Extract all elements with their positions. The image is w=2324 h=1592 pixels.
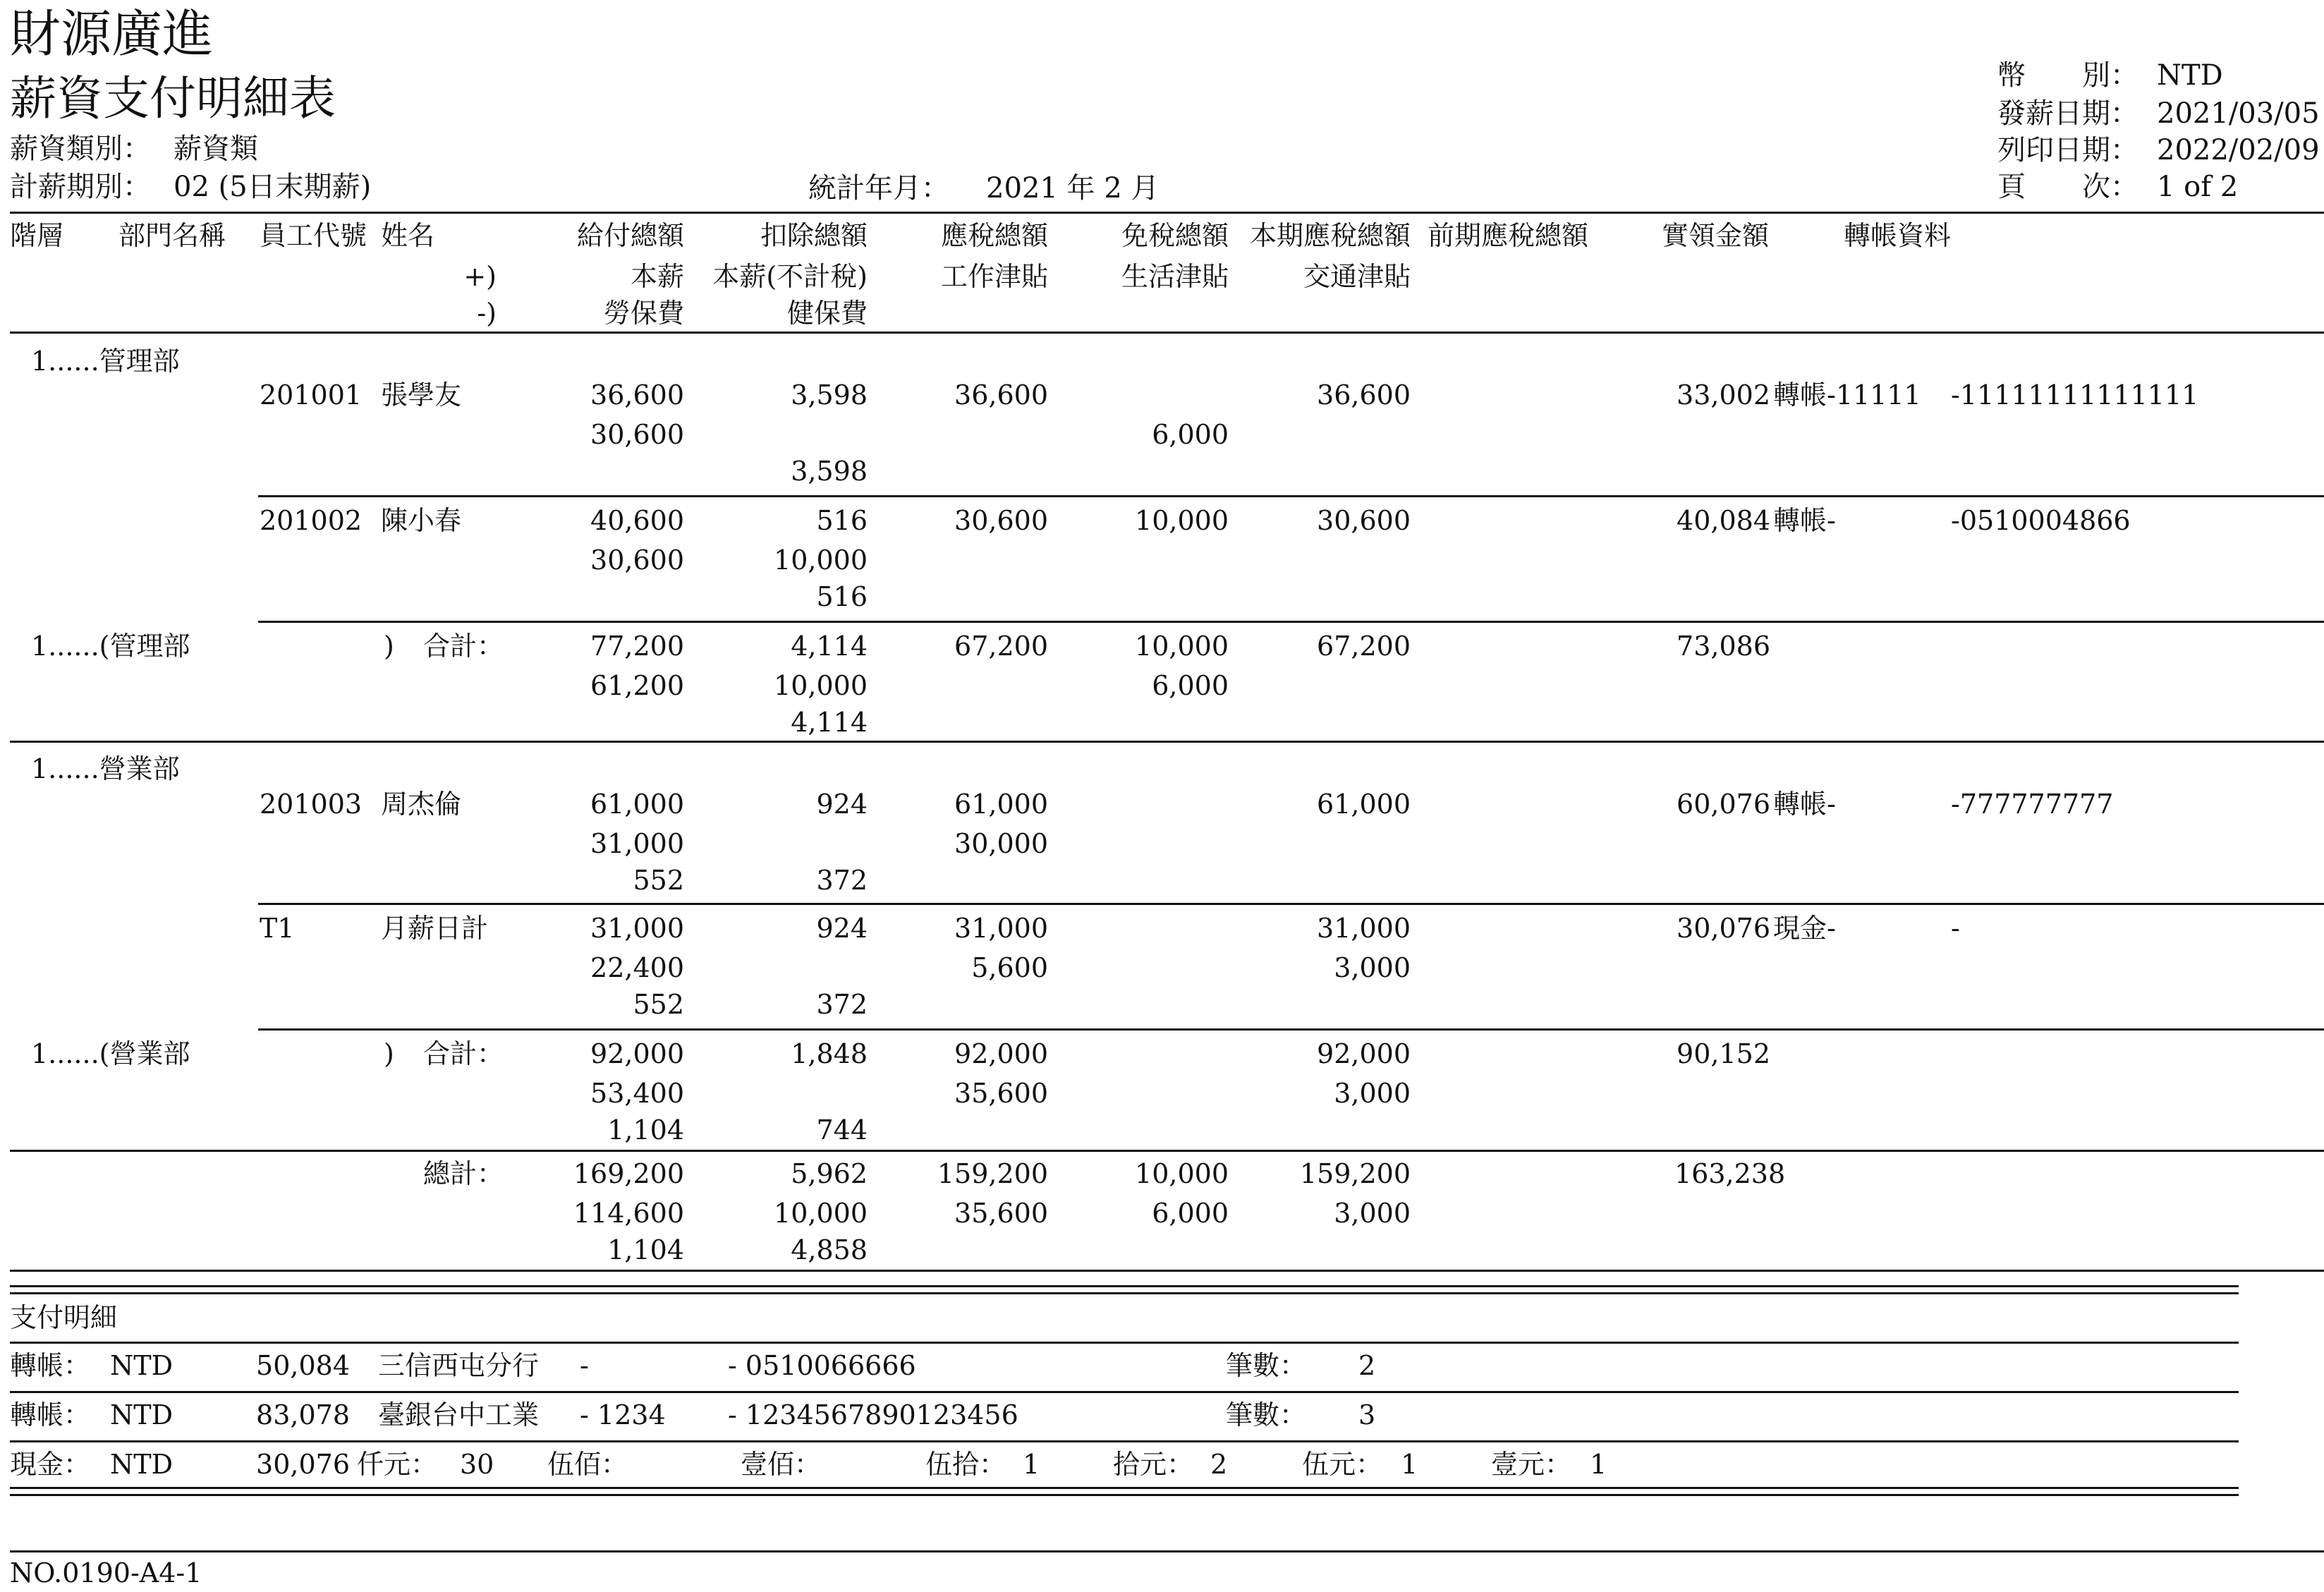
- base-pay: 22,400: [590, 952, 684, 983]
- net-pay: 90,152: [1677, 1038, 1770, 1069]
- col-gross: 給付總額: [576, 220, 684, 251]
- current-taxable: 67,200: [1317, 631, 1411, 662]
- denom-1000-label: 仟元：: [357, 1449, 438, 1480]
- deduction-total: 1,848: [791, 1038, 868, 1069]
- col-transport-allowance: 交通津貼: [1303, 261, 1411, 292]
- payment-section-title: 支付明細: [10, 1302, 118, 1333]
- taxfree-total: 10,000: [1135, 1158, 1229, 1189]
- pay-date-label: 發薪日期：: [1997, 97, 2139, 130]
- taxable-total: 61,000: [954, 789, 1048, 820]
- base-pay: 30,600: [590, 545, 684, 576]
- col-name: 姓名: [381, 220, 435, 251]
- currency-value: NTD: [2157, 59, 2223, 92]
- transport-allowance: 3,000: [1334, 1078, 1411, 1109]
- col-prior-taxable: 前期應稅總額: [1428, 220, 1589, 251]
- col-taxable: 應稅總額: [940, 220, 1048, 251]
- stat-month-label: 統計年月：: [808, 172, 949, 205]
- taxable-total: 92,000: [954, 1038, 1048, 1069]
- category-value: 薪資類: [174, 133, 258, 165]
- category-label: 薪資類別：: [10, 133, 151, 165]
- col-minus: -): [477, 298, 497, 329]
- living-allowance: 6,000: [1152, 670, 1229, 701]
- net-pay: 60,076: [1677, 789, 1770, 820]
- denom-5-label: 伍元：: [1302, 1449, 1383, 1480]
- divider: [10, 1292, 2239, 1294]
- gross-pay: 40,600: [590, 505, 684, 536]
- payment-type: 轉帳：: [10, 1350, 91, 1381]
- col-transfer-info: 轉帳資料: [1844, 220, 1952, 251]
- emp-name: 周杰倫: [381, 789, 462, 820]
- base-pay: 30,600: [590, 419, 684, 450]
- current-taxable: 31,000: [1317, 913, 1411, 944]
- denom-1000-count: 30: [460, 1449, 494, 1480]
- deduction-total: 3,598: [791, 379, 868, 411]
- bank-branch: - 1234: [580, 1399, 666, 1430]
- work-allowance: 35,600: [954, 1078, 1048, 1109]
- denom-50-label: 伍拾：: [925, 1449, 1006, 1480]
- gross-pay: 92,000: [590, 1038, 684, 1069]
- payment-amount: 30,076: [256, 1449, 350, 1480]
- col-work-allowance: 工作津貼: [940, 261, 1048, 292]
- gross-pay: 31,000: [590, 913, 684, 944]
- page-label: 頁 次：: [1997, 171, 2139, 203]
- divider: [10, 741, 2324, 743]
- col-health-insurance: 健保費: [786, 298, 868, 329]
- base-pay-nontax: 10,000: [774, 1198, 868, 1229]
- health-insurance: 3,598: [791, 456, 868, 487]
- divider: [10, 1285, 2239, 1287]
- dept-label: 1......營業部: [31, 753, 180, 784]
- base-pay-nontax: 10,000: [774, 545, 868, 576]
- taxable-total: 67,200: [954, 631, 1048, 662]
- base-pay: 53,400: [590, 1078, 684, 1109]
- base-pay: 31,000: [590, 828, 684, 859]
- denom-5-count: 1: [1401, 1449, 1418, 1480]
- health-insurance: 4,114: [791, 707, 868, 738]
- dept-label: 1......管理部: [31, 346, 180, 377]
- payment-currency: NTD: [110, 1350, 174, 1381]
- taxable-total: 36,600: [954, 379, 1048, 411]
- col-current-taxable: 本期應稅總額: [1249, 220, 1411, 251]
- divider: [10, 1150, 2324, 1152]
- pay-method: 現金-: [1773, 913, 1836, 944]
- labor-insurance: 1,104: [607, 1114, 684, 1146]
- labor-insurance: 1,104: [607, 1234, 684, 1265]
- payment-type: 轉帳：: [10, 1399, 91, 1430]
- col-deduct: 扣除總額: [760, 220, 868, 251]
- work-allowance: 35,600: [954, 1198, 1048, 1229]
- base-pay: 114,600: [573, 1198, 684, 1229]
- col-taxfree: 免稅總額: [1121, 220, 1229, 251]
- subtotal-paren: ): [384, 631, 394, 662]
- divider: [258, 903, 2324, 905]
- work-allowance: 30,000: [954, 828, 1048, 859]
- denom-1-label: 壹元：: [1491, 1449, 1572, 1480]
- bank-account: - 0510066666: [728, 1350, 916, 1381]
- payment-amount: 83,078: [256, 1399, 350, 1430]
- col-labor-insurance: 勞保費: [603, 298, 684, 329]
- emp-id: 201003: [260, 789, 363, 820]
- payment-amount: 50,084: [256, 1350, 350, 1381]
- deduction-total: 924: [816, 913, 868, 944]
- divider: [10, 1487, 2239, 1489]
- taxfree-total: 10,000: [1135, 631, 1229, 662]
- divider: [10, 212, 2324, 214]
- denom-100-label: 壹佰：: [741, 1449, 822, 1480]
- transport-allowance: 3,000: [1334, 952, 1411, 983]
- pay-method: 轉帳-: [1773, 505, 1836, 536]
- net-pay: 33,002: [1677, 379, 1770, 411]
- account-number: -: [1951, 913, 1960, 944]
- stat-month-value: 2021 年 2 月: [986, 172, 1160, 205]
- deduction-total: 4,114: [791, 631, 868, 662]
- col-base-pay: 本薪: [630, 261, 684, 292]
- col-base-pay-nontax: 本薪(不計稅): [712, 261, 868, 292]
- transport-allowance: 3,000: [1334, 1198, 1411, 1229]
- gross-pay: 61,000: [590, 789, 684, 820]
- bank-branch: -: [580, 1350, 589, 1381]
- health-insurance: 744: [816, 1114, 868, 1146]
- period-value: 02 (5日末期薪): [174, 171, 372, 203]
- gross-pay: 36,600: [590, 379, 684, 411]
- currency-label: 幣 別：: [1997, 59, 2139, 92]
- taxable-total: 31,000: [954, 913, 1048, 944]
- divider: [258, 621, 2324, 623]
- emp-id: 201002: [260, 505, 363, 536]
- health-insurance: 516: [816, 581, 868, 612]
- denom-1-count: 1: [1590, 1449, 1607, 1480]
- divider: [10, 1270, 2324, 1272]
- current-taxable: 92,000: [1317, 1038, 1411, 1069]
- emp-name: 月薪日計: [381, 913, 489, 944]
- divider: [10, 1440, 2239, 1442]
- payment-type: 現金：: [10, 1449, 91, 1480]
- account-number: -0510004866: [1951, 505, 2131, 536]
- denom-500-label: 伍佰：: [547, 1449, 628, 1480]
- divider: [10, 1494, 2239, 1496]
- current-taxable: 61,000: [1317, 789, 1411, 820]
- gross-pay: 77,200: [590, 631, 684, 662]
- net-pay: 73,086: [1677, 631, 1770, 662]
- health-insurance: 372: [816, 989, 868, 1020]
- emp-id: 201001: [260, 379, 363, 411]
- divider: [258, 1028, 2324, 1031]
- bank-name: 三信西屯分行: [378, 1350, 540, 1381]
- divider: [10, 1550, 2324, 1552]
- account-number: -777777777: [1951, 789, 2114, 820]
- divider: [10, 332, 2324, 334]
- work-allowance: 5,600: [971, 952, 1048, 983]
- period-label: 計薪期別：: [10, 171, 151, 203]
- col-emp-id: 員工代號: [260, 220, 367, 251]
- base-pay-nontax: 10,000: [774, 670, 868, 701]
- pay-date-value: 2021/03/05: [2157, 97, 2320, 130]
- subtotal-dept-label: 1......(管理部: [31, 631, 190, 662]
- print-date-value: 2022/02/09: [2157, 134, 2320, 166]
- bank-name: 臺銀台中工業: [378, 1399, 540, 1430]
- payment-currency: NTD: [110, 1449, 174, 1480]
- pay-method: 轉帳-: [1773, 789, 1836, 820]
- emp-name: 張學友: [381, 379, 462, 411]
- divider: [10, 1342, 2239, 1344]
- health-insurance: 4,858: [791, 1234, 868, 1265]
- living-allowance: 6,000: [1152, 419, 1229, 450]
- taxable-total: 30,600: [954, 505, 1048, 536]
- pay-method: 轉帳-11111: [1773, 379, 1921, 411]
- col-plus: +): [463, 261, 497, 292]
- form-number: NO.0190-A4-1: [10, 1557, 202, 1588]
- divider: [10, 1391, 2239, 1393]
- denom-50-count: 1: [1023, 1449, 1040, 1480]
- bank-account: - 1234567890123456: [728, 1399, 1018, 1430]
- denom-10-count: 2: [1210, 1449, 1228, 1480]
- taxfree-total: 10,000: [1135, 505, 1229, 536]
- denom-10-label: 拾元：: [1113, 1449, 1194, 1480]
- page-value: 1 of 2: [2157, 171, 2239, 203]
- current-taxable: 36,600: [1317, 379, 1411, 411]
- count-label: 筆數：: [1226, 1399, 1307, 1430]
- subtotal-dept-label: 1......(營業部: [31, 1038, 190, 1069]
- taxable-total: 159,200: [937, 1158, 1048, 1189]
- col-dept-name: 部門名稱: [118, 220, 226, 251]
- net-pay: 40,084: [1677, 505, 1770, 536]
- print-date-label: 列印日期：: [1997, 134, 2139, 166]
- health-insurance: 372: [816, 865, 868, 896]
- col-net-pay: 實領金額: [1662, 220, 1770, 251]
- count-value: 3: [1358, 1399, 1376, 1430]
- labor-insurance: 552: [633, 865, 684, 896]
- deduction-total: 5,962: [791, 1158, 868, 1189]
- company-name: 財源廣進: [10, 4, 214, 63]
- base-pay: 61,200: [590, 670, 684, 701]
- emp-id: T1: [260, 913, 295, 944]
- subtotal-label: 合計：: [423, 631, 504, 662]
- subtotal-label: 合計：: [423, 1038, 504, 1069]
- net-pay: 163,238: [1674, 1158, 1786, 1189]
- divider: [258, 495, 2324, 497]
- current-taxable: 159,200: [1299, 1158, 1411, 1189]
- net-pay: 30,076: [1677, 913, 1770, 944]
- col-level: 階層: [10, 220, 64, 251]
- report-title: 薪資支付明細表: [10, 71, 336, 126]
- payment-currency: NTD: [110, 1399, 174, 1430]
- account-number: -11111111111111: [1951, 379, 2199, 411]
- grand-total-label: 總計：: [423, 1158, 504, 1189]
- labor-insurance: 552: [633, 989, 684, 1020]
- emp-name: 陳小春: [381, 505, 462, 536]
- living-allowance: 6,000: [1152, 1198, 1229, 1229]
- subtotal-paren: ): [384, 1038, 394, 1069]
- current-taxable: 30,600: [1317, 505, 1411, 536]
- col-living-allowance: 生活津貼: [1121, 261, 1229, 292]
- count-label: 筆數：: [1226, 1350, 1307, 1381]
- count-value: 2: [1358, 1350, 1376, 1381]
- deduction-total: 516: [816, 505, 868, 536]
- deduction-total: 924: [816, 789, 868, 820]
- gross-pay: 169,200: [573, 1158, 684, 1189]
